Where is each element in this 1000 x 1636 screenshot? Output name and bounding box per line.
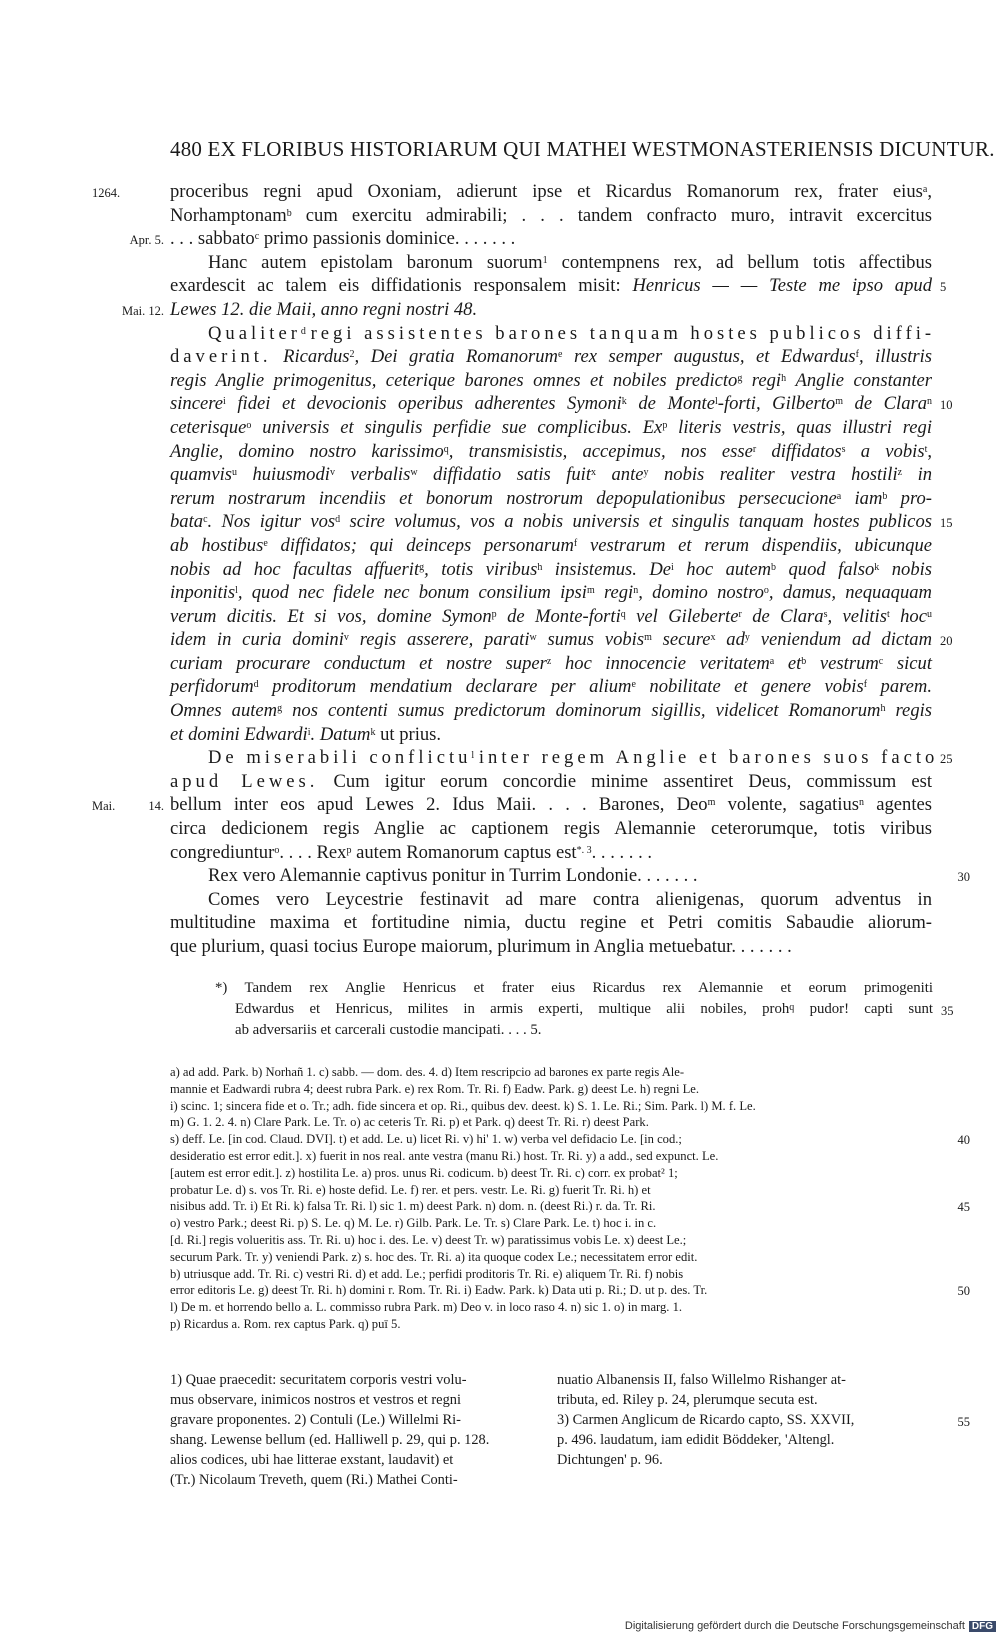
funding-footer xyxy=(625,1620,996,1632)
text-line: daverint. Ricardus$^2$, Dei gratia Romanorum$^e$ rex semper augustus, et Edwardus$^f$, illustris xyxy=(170,346,932,368)
text-line: Norhamptonam$^b$ cum exercitu admirabili; . . . tandem confracto muro, intravit excercitus xyxy=(170,204,932,226)
note-line: mus observare, inimicos nostros et vestros et regni xyxy=(170,1392,461,1409)
rubric-line: Qualiter$^d$ regi assistentes barones tanquam hostes publicos diffi- xyxy=(208,322,936,344)
critical-apparatus xyxy=(170,1064,970,1333)
text-line: Omnes autem$^g$ nos contenti sumus predictorum dominorum sigillis, videlicet Romanorum$^h$ regis xyxy=(170,700,933,722)
text-line: congrediuntur$^o$. . . . Rex$^p$ autem Romanorum captus est$^{*. 3}$. . . . . . . xyxy=(170,841,653,863)
note-line: gravare proponentes. 2) Contuli (Le.) Willelmi Ri- xyxy=(170,1412,461,1429)
apparatus-line: probatur Le. d) s. vos Tr. Ri. e) hoste defid. Le. f) rer. et pers. vestr. Le. Ri. g) fuerit Tr. Ri. h) et xyxy=(170,1182,651,1197)
apparatus-line: error editoris Le. g) deest Tr. Ri. h) domini r. Rom. Tr. Ri. i) Eadw. Park. k) Data uti p. Ri.; D. ut p. des. Tr. 50 xyxy=(170,1283,970,1299)
main-text xyxy=(92,180,970,959)
text-line: et domini Edwardi$^i$. Datum$^k$ ut prius. xyxy=(170,723,442,745)
text-line: multitudine maxima et fortitudine nimia, ductu regine et Petri comitis Sabaudie aliorum- xyxy=(170,912,932,934)
text-line: Hanc autem epistolam baronum suorum$^1$ contempnens rex, ad bellum totis affectibus xyxy=(208,251,932,273)
text-line: Rex vero Alemannie captivus ponitur in Turrim Londonie. . . . . . . 30 xyxy=(170,864,932,888)
text-line: Comes vero Leycestrie festinavit ad mare contra alienigenas, quorum adventus in xyxy=(208,888,932,910)
note-line: nuatio Albanensis II, falso Willelmo Rishanger at- xyxy=(557,1372,846,1388)
text-line: apud Lewes. Cum igitur eorum concordie minime assentiret Deus, commissum est xyxy=(170,770,932,792)
text-line: circa dedicionem regis Anglie ac captionem regis Alemannie ceterorumque, totis viribus xyxy=(170,818,932,840)
note-line: 3) Carmen Anglicum de Ricardo capto, SS. XXVII, 55 xyxy=(557,1410,932,1430)
apparatus-line: desideratio est error edit.]. x) fuerit in nos real. ante vestra (manu Ri.) host. Tr. Ri. y) a add., sed expunct. Le. xyxy=(170,1148,719,1163)
dfg-logo: DFG xyxy=(969,1621,996,1632)
margin-date: Mai. 12. xyxy=(121,303,164,318)
line-number: 25 xyxy=(940,752,953,767)
apparatus-line: o) vestro Park.; deest Ri. p) S. Le. q) M. Le. r) Gilb. Park. Le. Tr. s) Clare Park. Le. t) hoc i. in c. xyxy=(170,1216,657,1231)
text-line: 1264. proceribus regni apud Oxoniam, adierunt ipse et Ricardus Romanorum rex, frater eius$^a$, xyxy=(170,180,932,204)
rubric-line: De miserabili conflictu$^l$ inter regem Anglie et barones suos facto 25 xyxy=(170,746,932,770)
text-line: perfidorum$^d$ proditorum mendatium declarare per alium$^e$ nobilitate et genere vobis$^f$ parem. xyxy=(170,676,932,698)
line-number: 5 xyxy=(940,280,947,295)
apparatus-line: p) Ricardus a. Rom. rex captus Park. q) puī 5. xyxy=(170,1316,401,1331)
line-number: 15 xyxy=(940,516,953,531)
text-line: ceterisque$^o$ universis et singulis perfidie sue complicibus. Ex$^p$ literis vestris, quas illustri regi xyxy=(170,416,933,438)
text-line: sincere$^i$ fidei et devocionis operibus adherentes Symoni$^k$ de Monte$^l$-forti, Gilberto$^m$ de Clara$^n$ 10 xyxy=(170,392,932,416)
star-footnote xyxy=(215,978,954,1041)
line-number: 55 xyxy=(957,1415,970,1430)
apparatus-line: b) utriusque add. Tr. Ri. c) vestri Ri. d) et add. Le.; perfidi proditoris Tr. Ri. e) aliquem Tr. Ri. f) nobis xyxy=(170,1266,684,1281)
text-line: regis Anglie primogenitus, ceterique barones omnes et nobiles predicto$^g$ regi$^h$ Anglie constanter xyxy=(170,369,932,391)
text-line: exardescit ac talem eis diffidationis responsalem misit: Henricus — — Teste me ipso apud 5 xyxy=(170,274,932,298)
text-line: Mai. 12. Lewes 12. die Maii, anno regni nostri 48. xyxy=(170,298,932,322)
line-number: 50 xyxy=(957,1284,970,1299)
line-number: 20 xyxy=(940,634,953,649)
apparatus-line: l) De m. et horrendo bello a. L. commisso rubra Park. m) Deo v. in loco raso 4. n) sic 1. o) in marg. 1. xyxy=(170,1300,683,1315)
line-number: 10 xyxy=(940,398,953,413)
line-number: 40 xyxy=(957,1133,970,1148)
note-line: Dichtungen' p. 96. xyxy=(557,1452,663,1469)
apparatus-line: s) deff. Le. [in cod. Claud. DVI]. t) et add. Le. u) licet Ri. v) hi' 1. w) verba vel defidacio Le. [in cod.; 40 xyxy=(170,1132,970,1148)
apparatus-line: i) scinc. 1; sincera fide et o. Tr.; adh. fide sincera et op. Ri., quibus dev. deest. k) S. 1. Le. Ri.; Sim. Park. l) M. f. Le. xyxy=(170,1098,756,1113)
apparatus-line: mannie et Eadwardi rubra 4; deest rubra Park. e) rex Rom. Tr. Ri. f) Eadw. Park. g) deest Le. h) regni Le. xyxy=(170,1081,700,1096)
line-number: 45 xyxy=(957,1200,970,1215)
footnote-line: *) Tandem rex Anglie Henricus et frater eius Ricardus rex Alemannie et eorum primogeniti xyxy=(215,980,933,996)
text-line: nobis ad hoc facultas affuerit$^g$, totis viribus$^h$ insistemus. De$^i$ hoc autem$^b$ quod falso$^k$ nobis xyxy=(170,558,933,580)
note-line: p. 496. laudatum, iam edidit Böddeker, 'Altengl. xyxy=(557,1432,835,1449)
note-line: 1) Quae praecedit: securitatem corporis vestri volu- xyxy=(170,1372,467,1388)
text-line: quamvis$^u$ huiusmodi$^v$ verbalis$^w$ diffidatio satis fuit$^x$ ante$^y$ nobis realiter vestra hostili$^z$ in xyxy=(170,464,933,486)
apparatus-line: [autem est error edit.]. z) hostilita Le. a) pros. unus Ri. codicum. b) deest Tr. Ri. c) corr. ex probat² 1; xyxy=(170,1165,678,1180)
margin-date: Apr. 5. xyxy=(129,233,164,248)
apparatus-line: securum Park. Tr. y) veniendi Park. z) s. hoc des. Tr. Ri. a) ita quoque codex Le.; necessitatem error edit. xyxy=(170,1249,698,1264)
text-line: rerum nostrarum incendiis et bonorum nostrorum depopulationibus persecucione$^a$ iam$^b$ pro- xyxy=(170,487,932,509)
text-line: Apr. 5. . . . sabbato$^c$ primo passionis dominice. . . . . . . xyxy=(170,227,932,251)
note-line: shang. Lewense bellum (ed. Halliwell p. 29, qui p. 128. xyxy=(170,1432,490,1449)
text-line: idem in curia domini$^v$ regis asserere, parati$^w$ sumus vobis$^m$ secure$^x$ $ad^y$ veniendum ad dictam 20 xyxy=(170,628,932,652)
apparatus-line: a) ad add. Park. b) Norhañ 1. c) sabb. — dom. des. 4. d) Item rescripcio ad barones ex parte regis Ale- xyxy=(170,1065,685,1079)
text-line: Mai. 14. bellum inter eos apud Lewes 2. Idus Maii. . . . Barones, Deo$^m$ volente, sagatius$^n$ agentes xyxy=(170,793,932,817)
note-line: tributa, ed. Riley p. 24, plerumque secuta est. xyxy=(557,1392,818,1409)
note-line: alios codices, ubi hae litterae exstant, laudavit) et xyxy=(170,1452,454,1469)
source-notes-right xyxy=(557,1370,970,1470)
text-line: Anglie, domino nostro karissimo$^q$, transmisistis, accepimus, nos esse$^r$ diffidatos$^s$ a vobis$^t$, xyxy=(170,440,932,462)
running-header: 480 EX FLORIBUS HISTORIARUM QUI MATHEI WESTMONASTERIENSIS DICUNTUR. xyxy=(170,137,995,161)
text-line: ab hostibus$^e$ diffidatos; qui deinceps personarum$^f$ vestrarum et rerum dispendiis, ubicunque xyxy=(170,534,933,556)
footer-text: Digitalisierung gefördert durch die Deutsche Forschungsgemeinschaft xyxy=(624,1620,965,1632)
line-number: 30 xyxy=(957,870,970,885)
footnote-line: Edwardus et Henricus, milites in armis experti, multique alii nobiles, proh$^q$ pudor! capti sunt 35 xyxy=(215,999,933,1020)
apparatus-line: [d. Ri.] regis volueritis ass. Tr. Ri. u) hoc i. des. Le. v) deest Tr. w) paratissimus vobis Le. x) deest Le.; xyxy=(170,1232,687,1247)
text-line: verum dicitis. Et si vos, domine Symon$^p$ de Monte-forti$^q$ vel Gileberte$^r$ de Clara$^s$, velitis$^t$ hoc$^u$ xyxy=(170,605,932,627)
margin-date: Mai. 14. xyxy=(92,799,164,814)
text-line: inponitis$^l$, quod nec fidele nec bonum consilium ipsi$^m$ regi$^n$, domino nostro$^o$, damus, nequaquam xyxy=(170,582,932,604)
source-notes-left xyxy=(170,1370,540,1491)
text-line: curiam procurare conductum et nostre super$^z$ hoc innocencie veritatem$^a$ $et^b$ vestrum$^c$ sicut xyxy=(170,652,932,674)
footnote-line: ab adversariis et carcerali custodie mancipati. . . . 5. xyxy=(235,1022,542,1038)
apparatus-line: nisibus add. Tr. i) Et Ri. k) falsa Tr. Ri. l) sic 1. m) deest Park. n) dom. n. (deest Ri.) r. da. Tr. Ri. 45 xyxy=(170,1199,970,1215)
apparatus-line: m) G. 1. 2. 4. n) Clare Park. Le. Tr. o) ac ceteris Tr. Ri. p) et Park. q) deest Tr. Ri. r) deest Park. xyxy=(170,1115,649,1130)
text-line: bata$^c$. Nos igitur vos$^d$ scire volumus, vos a nobis universis et singulis tanquam hostes publicos 15 xyxy=(170,510,932,534)
margin-year: 1264. xyxy=(92,186,121,200)
line-number: 35 xyxy=(941,1004,954,1018)
text-line: que plurium, quasi tocius Europe maiorum, plurimum in Anglia metuebatur. . . . . . . xyxy=(170,936,792,957)
note-line: (Tr.) Nicolaum Treveth, quem (Ri.) Mathei Conti- xyxy=(170,1472,458,1489)
